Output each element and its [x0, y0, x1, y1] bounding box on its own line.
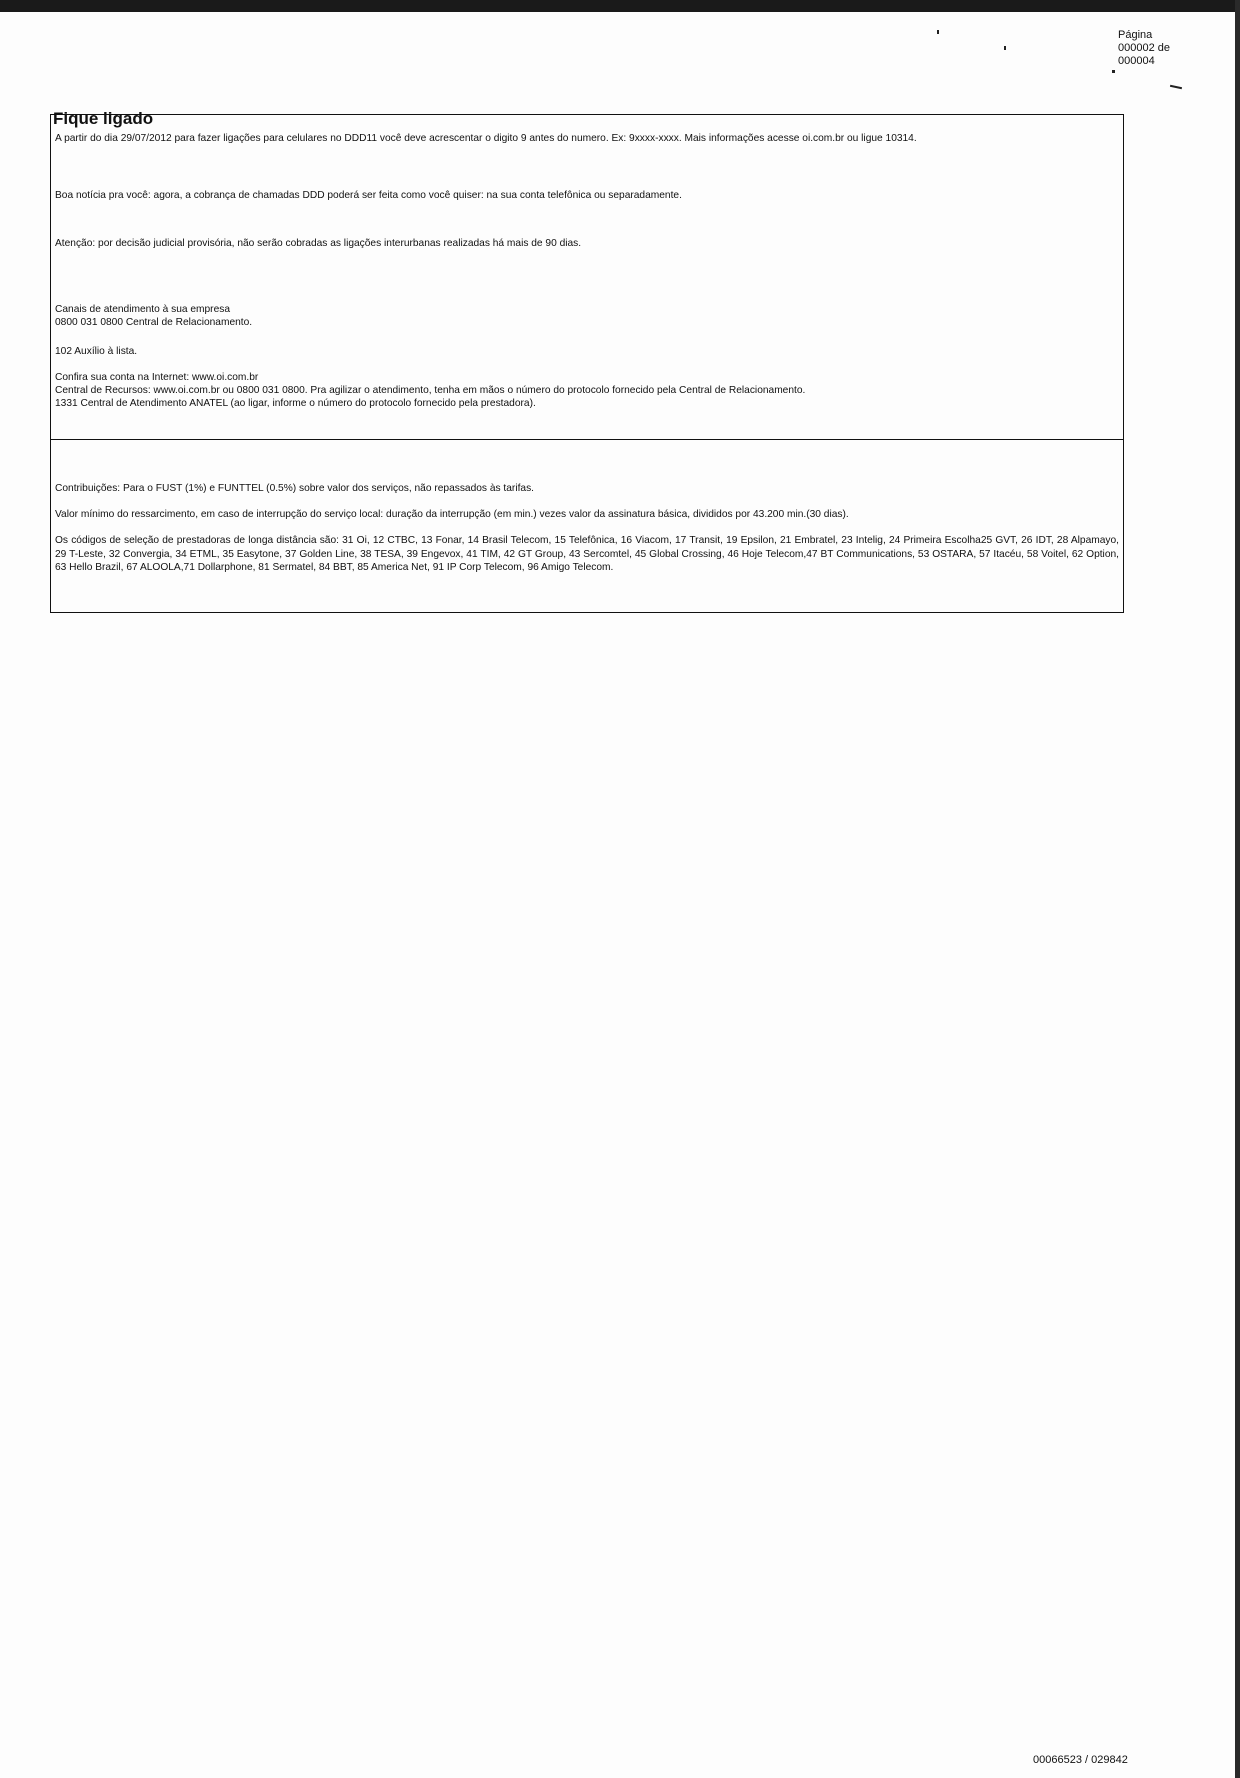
page-total: 000004	[1118, 55, 1155, 67]
resources-line: Central de Recursos: www.oi.com.br ou 0800 031 0800. Pra agilizar o atendimento, tenha em mãos o número do protocolo fornecido pela Central de Relacionamento.	[55, 385, 806, 396]
page-current: 000002 de	[1118, 42, 1170, 54]
notice-ddd11: A partir do dia 29/07/2012 para fazer ligações para celulares no DDD11 você deve acrescentar o digito 9 antes do numero. Ex: 9xxxx-xxxx. Mais informações acesse oi.com.br ou ligue 10314.	[55, 133, 917, 144]
scan-right-edge	[1235, 0, 1240, 1778]
info-box	[50, 114, 1124, 440]
notice-judicial: Atenção: por decisão judicial provisória, não serão cobradas as ligações interurbanas realizadas há mais de 90 dias.	[55, 238, 582, 249]
document-code: 00066523 / 029842	[1033, 1754, 1128, 1766]
reimbursement-line: Valor mínimo do ressarcimento, em caso de interrupção do serviço local: duração da interrupção (em min.) vezes valor da assinatura básica, divididos por 43.200 min.(30 dias).	[55, 509, 849, 520]
scan-top-edge	[0, 0, 1240, 12]
channels-phone: 0800 031 0800 Central de Relacionamento.	[55, 317, 253, 328]
notice-ddd-billing: Boa notícia pra você: agora, a cobrança de chamadas DDD poderá ser feita como você quiser: na sua conta telefônica ou separadamente.	[55, 190, 682, 201]
channels-title: Canais de atendimento à sua empresa	[55, 304, 230, 315]
scan-speck	[1004, 46, 1006, 50]
page-label: Página	[1118, 29, 1153, 41]
page-number	[1118, 29, 1170, 68]
section-title: Fique ligado	[53, 109, 154, 128]
scan-speck	[1112, 70, 1115, 73]
contributions-line: Contribuições: Para o FUST (1%) e FUNTTEL (0.5%) sobre valor dos serviços, não repassados às tarifas.	[55, 483, 535, 494]
aux-list: 102 Auxílio à lista.	[55, 346, 138, 357]
scan-speck	[937, 30, 939, 34]
scan-speck	[1170, 85, 1182, 89]
anatel-line: 1331 Central de Atendimento ANATEL (ao ligar, informe o número do protocolo fornecido pela prestadora).	[55, 398, 536, 409]
carrier-codes: Os códigos de seleção de prestadoras de longa distância são: 31 Oi, 12 CTBC, 13 Fonar, 14 Brasil Telecom, 15 Telefônica, 16 Viacom, 17 Transit, 19 Epsilon, 21 Embratel, 23 Intelig, 24 Primeira Escolha25 GVT, 26 IDT, 28 Alpamayo, 29 T-Leste, 32 Convergia, 34 ETML, 35 Easytone, 37 Golden Line, 38 TESA, 39 Engevox, 41 TIM, 42 GT Group, 43 Sercomtel, 45 Global Crossing, 46 Hoje Telecom,47 BT Communications, 53 OSTARA, 57 Itacéu, 58 Voitel, 62 Option, 63 Hello Brazil, 67 ALOOLA,71 Dollarphone, 81 Sermatel, 84 BBT, 85 America Net, 91 IP Corp Telecom, 96 Amigo Telecom.	[55, 535, 1119, 573]
internet-line: Confira sua conta na Internet: www.oi.com.br	[55, 372, 259, 383]
legal-box	[50, 440, 1124, 613]
